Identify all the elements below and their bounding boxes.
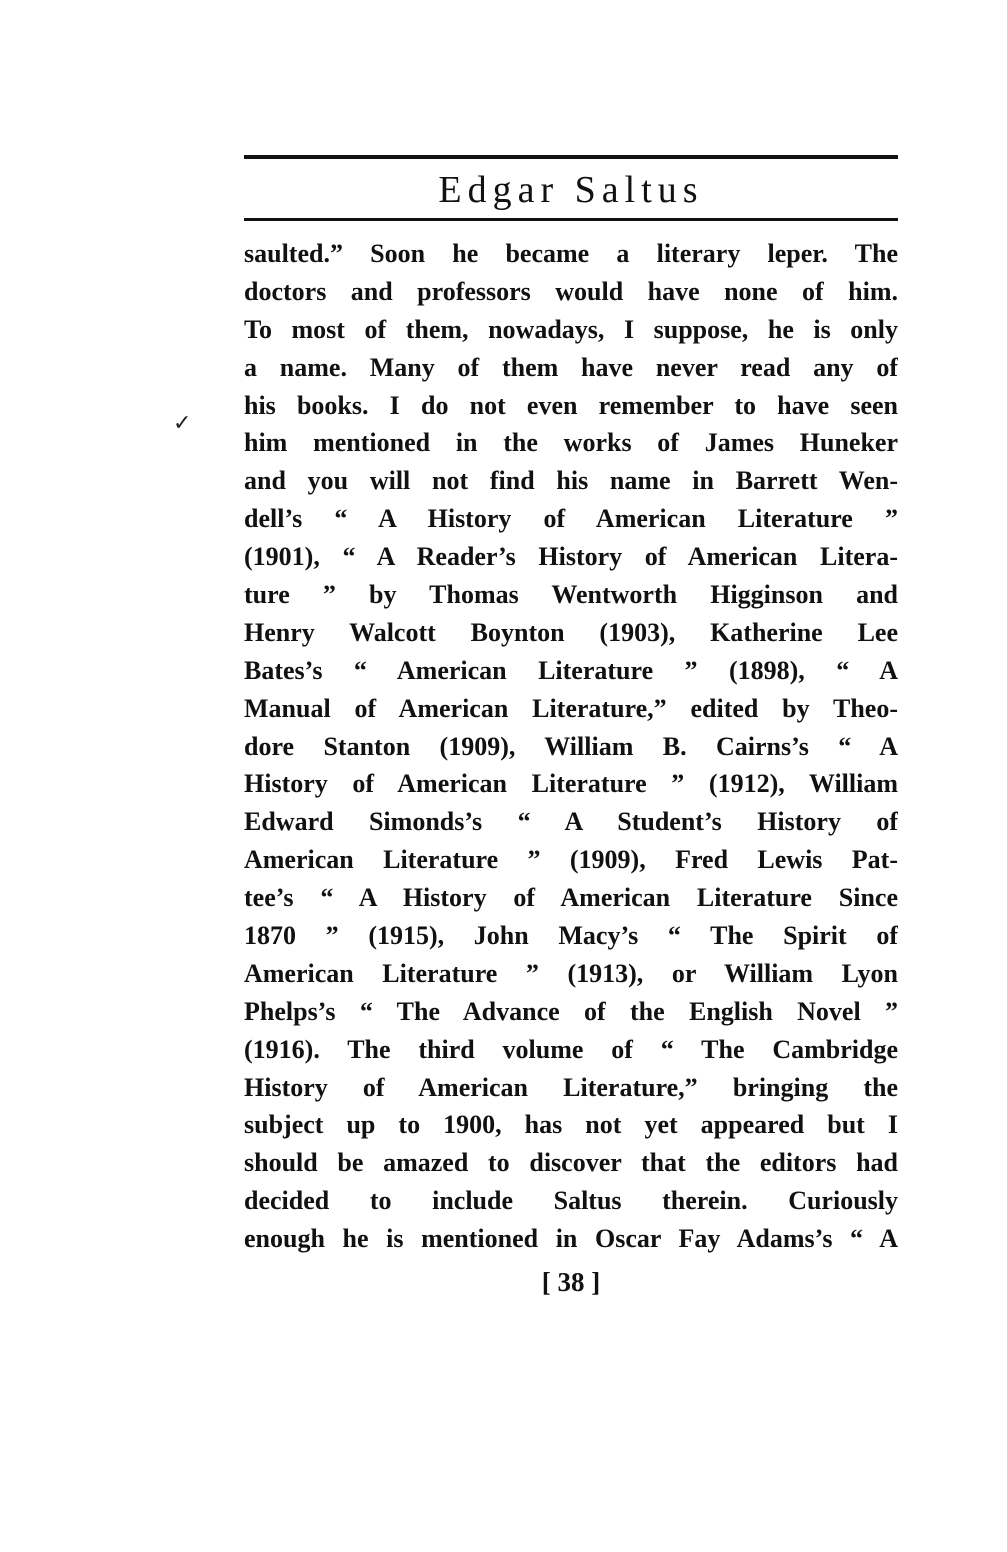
text-line: dell’s “ A History of American Literature ” [244, 504, 898, 534]
text-line: decided to include Saltus therein. Curiously [244, 1186, 898, 1216]
text-line: Edward Simonds’s “ A Student’s History of [244, 807, 898, 837]
text-line: (1901), “ A Reader’s History of American Litera- [244, 542, 898, 572]
text-line: History of American Literature ” (1912), William [244, 769, 898, 799]
text-line: dore Stanton (1909), William B. Cairns’s “ A [244, 731, 898, 761]
page-number: [ 38 ] [541, 1267, 601, 1297]
text-line: doctors and professors would have none of him. [244, 276, 898, 306]
text-line: (1916). The third volume of “ The Cambridge [244, 1034, 898, 1064]
text-line: him mentioned in the works of James Huneker [244, 428, 898, 458]
text-line: his books. I do not even remember to have seen [244, 390, 898, 420]
text-line: should be amazed to discover that the editors had [244, 1148, 898, 1178]
text-line: History of American Literature,” bringing the [244, 1072, 898, 1102]
text-line: ture ” by Thomas Wentworth Higginson and [244, 580, 898, 610]
text-line: Henry Walcott Boynton (1903), Katherine Lee [244, 617, 898, 647]
text-line: Manual of American Literature,” edited by Theo- [244, 693, 898, 723]
text-line: American Literature ” (1913), or William Lyon [244, 958, 898, 988]
text-line: Bates’s “ American Literature ” (1898), “ A [244, 655, 898, 685]
text-line: subject up to 1900, has not yet appeared but I [244, 1110, 898, 1140]
text-line: American Literature ” (1909), Fred Lewis Pat- [244, 845, 898, 875]
running-head-title: Edgar Saltus [438, 169, 704, 211]
text-line: and you will not find his name in Barrett Wen- [244, 466, 898, 496]
body-text [244, 235, 898, 1258]
text-line: tee’s “ A History of American Literature Since [244, 883, 898, 913]
margin-check-mark: ✓ [173, 411, 192, 436]
header-rule-top [244, 155, 898, 159]
text-line: saulted.” Soon he became a literary leper. The [244, 239, 898, 268]
text-line: To most of them, nowadays, I suppose, he is only [244, 314, 898, 344]
text-line: 1870 ” (1915), John Macy’s “ The Spirit of [244, 921, 898, 951]
text-line: enough he is mentioned in Oscar Fay Adams’s “ A [244, 1224, 898, 1254]
header-rule-bottom [244, 218, 898, 221]
text-line: a name. Many of them have never read any of [244, 352, 898, 382]
text-line: Phelps’s “ The Advance of the English Novel ” [244, 996, 898, 1026]
